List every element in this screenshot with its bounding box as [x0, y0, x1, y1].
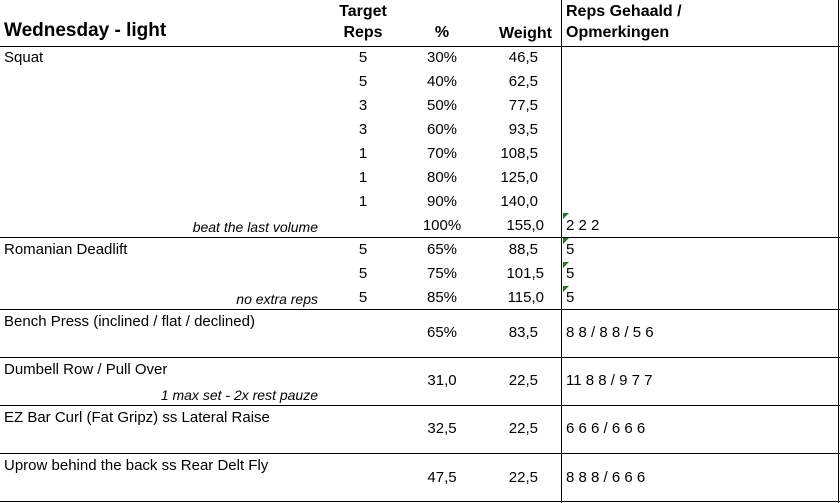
weight-cell: 93,5 [508, 121, 538, 138]
row-divider [0, 309, 840, 310]
exercise-note-dumbell-row: 1 max set - 2x rest pauze [160, 387, 318, 403]
weight-cell: 22,5 [508, 372, 538, 389]
exercise-note-rdl: no extra reps [236, 291, 318, 307]
weight-cell: 22,5 [508, 469, 538, 486]
percent-cell: 30% [426, 49, 458, 66]
reps-cell: 5 [358, 73, 368, 90]
reps-cell: 1 [358, 169, 368, 186]
notes-header-line2: Opmerkingen [566, 24, 670, 41]
weight-cell: 125,0 [500, 169, 538, 186]
reps-cell: 1 [358, 145, 368, 162]
weight-cell: 62,5 [508, 73, 538, 90]
header-divider [0, 46, 840, 47]
weight-header: Weight [498, 25, 552, 42]
percent-cell: 70% [426, 145, 458, 162]
reps-cell: 5 [358, 49, 368, 66]
reps-cell: 5 [358, 241, 368, 258]
weight-cell: 77,5 [508, 97, 538, 114]
exercise-name-bench: Bench Press (inclined / flat / declined) [4, 313, 255, 330]
bottom-border [0, 501, 840, 502]
sheet-title: Wednesday - light [4, 20, 167, 41]
percent-cell: 100% [422, 217, 462, 234]
result-cell[interactable]: 5 [566, 289, 575, 306]
row-divider [0, 237, 840, 238]
exercise-name-uprow: Uprow behind the back ss Rear Delt Fly [4, 457, 269, 474]
notes-header-line1: Reps Gehaald / [566, 3, 682, 20]
exercise-name-squat: Squat [4, 49, 44, 66]
result-cell[interactable]: 5 [566, 265, 575, 282]
reps-cell: 5 [358, 265, 368, 282]
weight-cell: 101,5 [506, 265, 544, 282]
target-reps-header-line1: Target [339, 3, 387, 20]
percent-cell: 75% [426, 265, 458, 282]
result-cell[interactable]: 5 [566, 241, 575, 258]
result-cell[interactable]: 6 6 6 / 6 6 6 [566, 420, 646, 437]
row-divider [0, 357, 840, 358]
weight-cell: 88,5 [508, 241, 538, 258]
exercise-note-squat: beat the last volume [192, 219, 318, 235]
exercise-name-rdl: Romanian Deadlift [4, 241, 128, 258]
reps-cell: 3 [358, 97, 368, 114]
weight-cell: 115,0 [507, 289, 544, 306]
result-cell[interactable]: 2 2 2 [566, 217, 600, 234]
percent-cell: 80% [426, 169, 458, 186]
percent-cell: 31,0 [427, 372, 457, 389]
right-border [838, 0, 839, 503]
weight-cell: 140,0 [500, 193, 538, 210]
result-cell[interactable]: 8 8 8 / 6 6 6 [566, 469, 646, 486]
result-cell[interactable]: 8 8 / 8 8 / 5 6 [566, 324, 654, 341]
target-reps-header-line2: Reps [343, 24, 383, 41]
result-cell[interactable]: 11 8 8 / 9 7 7 [566, 372, 653, 389]
weight-cell: 83,5 [508, 324, 538, 341]
weight-cell: 108,5 [500, 145, 538, 162]
reps-cell: 3 [358, 121, 368, 138]
weight-cell: 22,5 [508, 420, 538, 437]
percent-cell: 65% [426, 324, 458, 341]
weight-cell: 155,0 [506, 217, 544, 234]
exercise-name-ez-bar-curl: EZ Bar Curl (Fat Gripz) ss Lateral Raise [4, 409, 270, 426]
percent-cell: 40% [426, 73, 458, 90]
row-divider [0, 453, 840, 454]
percent-cell: 47,5 [427, 469, 457, 486]
percent-cell: 32,5 [427, 420, 457, 437]
reps-cell: 5 [358, 289, 368, 306]
column-divider [561, 0, 562, 503]
percent-cell: 90% [426, 193, 458, 210]
percent-cell: 50% [426, 97, 458, 114]
row-divider [0, 405, 840, 406]
percent-cell: 60% [426, 121, 458, 138]
percent-cell: 85% [426, 289, 458, 306]
weight-cell: 46,5 [508, 49, 538, 66]
reps-cell: 1 [358, 193, 368, 210]
percent-cell: 65% [426, 241, 458, 258]
percent-header: % [434, 24, 450, 41]
exercise-name-dumbell-row: Dumbell Row / Pull Over [4, 361, 168, 378]
